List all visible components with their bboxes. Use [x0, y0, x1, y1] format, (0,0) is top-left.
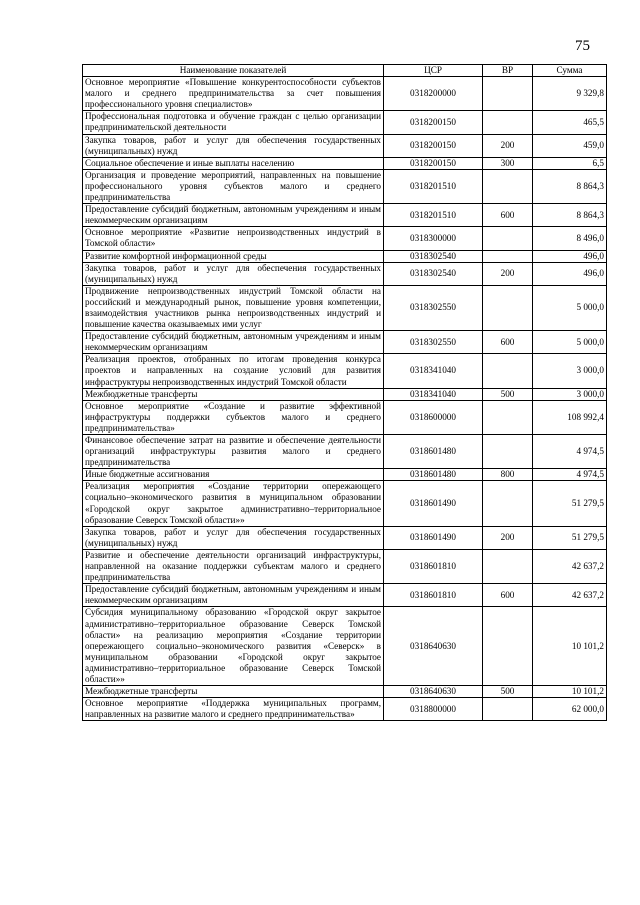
- row-vr: 500: [483, 686, 533, 698]
- row-csr: 0318302550: [384, 331, 483, 354]
- row-vr: 800: [483, 469, 533, 481]
- row-name: Реализация проектов, отобранных по итогам проведения конкурса проектов и направленных на создание условий для развития инфраструктуры непроизводственных индустрий Томской области: [83, 354, 384, 388]
- row-name: Профессиональная подготовка и обучение граждан с целью организации предпринимательской деятельности: [83, 111, 384, 134]
- row-name: Предоставление субсидий бюджетным, автономным учреждениям и иным некоммерческим организациям: [83, 584, 384, 607]
- row-vr: [483, 111, 533, 134]
- row-csr: 0318640630: [384, 686, 483, 698]
- row-sum: 62 000,0: [533, 698, 607, 721]
- table-row: [83, 169, 607, 203]
- row-name: Основное мероприятие «Повышение конкурентоспособности субъектов малого и среднего предпринимательства за счет повышения профессионального уровня специалистов»: [83, 77, 384, 111]
- row-csr: 0318601480: [384, 469, 483, 481]
- row-vr: [483, 227, 533, 250]
- row-sum: 51 279,5: [533, 481, 607, 526]
- row-csr: 0318341040: [384, 388, 483, 400]
- table-row: [83, 77, 607, 111]
- row-sum: 3 000,0: [533, 388, 607, 400]
- row-sum: 3 000,0: [533, 354, 607, 388]
- table-row: [83, 204, 607, 227]
- row-vr: 300: [483, 157, 533, 169]
- table-row: [83, 111, 607, 134]
- header-csr: ЦСР: [384, 65, 483, 77]
- row-vr: [483, 549, 533, 583]
- row-sum: 465,5: [533, 111, 607, 134]
- row-name: Финансовое обеспечение затрат на развитие и обеспечение деятельности организаций инфраструктуры развития малого и среднего предпринимательства: [83, 435, 384, 469]
- row-name: Предоставление субсидий бюджетным, автономным учреждениям и иным некоммерческим организациям: [83, 331, 384, 354]
- header-name: Наименование показателей: [83, 65, 384, 77]
- row-csr: 0318800000: [384, 698, 483, 721]
- row-name: Развитие комфортной информационной среды: [83, 250, 384, 262]
- row-sum: 8 864,3: [533, 204, 607, 227]
- table-row: [83, 686, 607, 698]
- table-row: [83, 388, 607, 400]
- row-vr: 200: [483, 134, 533, 157]
- row-vr: 200: [483, 262, 533, 285]
- table-row: [83, 331, 607, 354]
- row-vr: [483, 354, 533, 388]
- table-row: [83, 549, 607, 583]
- row-sum: 5 000,0: [533, 285, 607, 330]
- table-row: [83, 250, 607, 262]
- row-csr: 0318302540: [384, 250, 483, 262]
- row-name: Основное мероприятие «Развитие непроизводственных индустрий в Томской области»: [83, 227, 384, 250]
- row-vr: [483, 250, 533, 262]
- row-sum: 10 101,2: [533, 607, 607, 686]
- row-name: Социальное обеспечение и иные выплаты населению: [83, 157, 384, 169]
- table-row: [83, 400, 607, 434]
- row-name: Основное мероприятие «Создание и развитие эффективной инфраструктуры поддержки субъектов малого и среднего предпринимательства»: [83, 400, 384, 434]
- row-sum: 8 496,0: [533, 227, 607, 250]
- budget-table: [82, 64, 607, 721]
- row-vr: [483, 285, 533, 330]
- row-csr: 0318601490: [384, 481, 483, 526]
- page-number: 75: [575, 38, 590, 54]
- row-name: Межбюджетные трансферты: [83, 388, 384, 400]
- row-sum: 10 101,2: [533, 686, 607, 698]
- row-csr: 0318601490: [384, 526, 483, 549]
- table-row: [83, 584, 607, 607]
- row-vr: 600: [483, 204, 533, 227]
- row-sum: 459,0: [533, 134, 607, 157]
- row-sum: 51 279,5: [533, 526, 607, 549]
- row-csr: 0318341040: [384, 354, 483, 388]
- row-vr: [483, 435, 533, 469]
- table-row: [83, 698, 607, 721]
- row-vr: 500: [483, 388, 533, 400]
- row-csr: 0318201510: [384, 204, 483, 227]
- row-csr: 0318200150: [384, 134, 483, 157]
- row-csr: 0318200150: [384, 157, 483, 169]
- row-sum: 4 974,5: [533, 469, 607, 481]
- table-row: [83, 435, 607, 469]
- row-name: Основное мероприятие «Поддержка муниципальных программ, направленных на развитие малого и среднего предпринимательства»: [83, 698, 384, 721]
- row-vr: 600: [483, 584, 533, 607]
- row-name: Закупка товаров, работ и услуг для обеспечения государственных (муниципальных) нужд: [83, 526, 384, 549]
- row-name: Предоставление субсидий бюджетным, автономным учреждениям и иным некоммерческим организациям: [83, 204, 384, 227]
- row-sum: 496,0: [533, 262, 607, 285]
- row-vr: [483, 169, 533, 203]
- row-csr: 0318302540: [384, 262, 483, 285]
- row-csr: 0318601810: [384, 549, 483, 583]
- table-row: [83, 262, 607, 285]
- header-sum: Сумма: [533, 65, 607, 77]
- row-sum: 496,0: [533, 250, 607, 262]
- row-name: Межбюджетные трансферты: [83, 686, 384, 698]
- row-csr: 0318601480: [384, 435, 483, 469]
- row-vr: [483, 77, 533, 111]
- table-row: [83, 526, 607, 549]
- row-csr: 0318200150: [384, 111, 483, 134]
- row-csr: 0318200000: [384, 77, 483, 111]
- row-vr: [483, 400, 533, 434]
- row-name: Иные бюджетные ассигнования: [83, 469, 384, 481]
- table-row: [83, 469, 607, 481]
- row-sum: 108 992,4: [533, 400, 607, 434]
- table-row: [83, 607, 607, 686]
- row-csr: 0318302550: [384, 285, 483, 330]
- row-csr: 0318300000: [384, 227, 483, 250]
- row-csr: 0318601810: [384, 584, 483, 607]
- row-name: Закупка товаров, работ и услуг для обеспечения государственных (муниципальных) нужд: [83, 134, 384, 157]
- table-row: [83, 134, 607, 157]
- table-row: [83, 354, 607, 388]
- table-row: [83, 157, 607, 169]
- row-sum: 4 974,5: [533, 435, 607, 469]
- table-row: [83, 481, 607, 526]
- row-sum: 5 000,0: [533, 331, 607, 354]
- row-vr: 200: [483, 526, 533, 549]
- table-row: [83, 285, 607, 330]
- row-name: Организация и проведение мероприятий, направленных на повышение профессионального уровня субъектов малого и среднего предпринимательства: [83, 169, 384, 203]
- table-header-row: [83, 65, 607, 77]
- row-name: Субсидия муниципальному образованию «Городской округ закрытое административно–территориальное образование Северск Томской области» на реализацию мероприятия «Создание территории опережающего социально–экономического развития «Северск» в муниципальном образовании «Городской округ закрытое административно–территориальное образование Северск Томской области»»: [83, 607, 384, 686]
- row-vr: 600: [483, 331, 533, 354]
- row-name: Развитие и обеспечение деятельности организаций инфраструктуры, направленной на оказание поддержки субъектам малого и среднего предпринимательства: [83, 549, 384, 583]
- row-sum: 42 637,2: [533, 549, 607, 583]
- row-sum: 8 864,3: [533, 169, 607, 203]
- row-vr: [483, 481, 533, 526]
- row-sum: 6,5: [533, 157, 607, 169]
- table-row: [83, 227, 607, 250]
- row-vr: [483, 698, 533, 721]
- row-vr: [483, 607, 533, 686]
- row-csr: 0318201510: [384, 169, 483, 203]
- row-sum: 9 329,8: [533, 77, 607, 111]
- row-sum: 42 637,2: [533, 584, 607, 607]
- header-vr: ВР: [483, 65, 533, 77]
- row-csr: 0318640630: [384, 607, 483, 686]
- row-name: Закупка товаров, работ и услуг для обеспечения государственных (муниципальных) нужд: [83, 262, 384, 285]
- table-body: [83, 77, 607, 721]
- row-name: Реализация мероприятия «Создание территории опережающего социально–экономического развития в муниципальном образовании «Городской округ закрытое административно–территориальное образование Северск Томской области»»: [83, 481, 384, 526]
- row-name: Продвижение непроизводственных индустрий Томской области на российский и международный рынок, повышение уровня компетенции, взаимодействия участников рынка непроизводственных индустрий и повышение качества оказываемых ими услуг: [83, 285, 384, 330]
- row-csr: 0318600000: [384, 400, 483, 434]
